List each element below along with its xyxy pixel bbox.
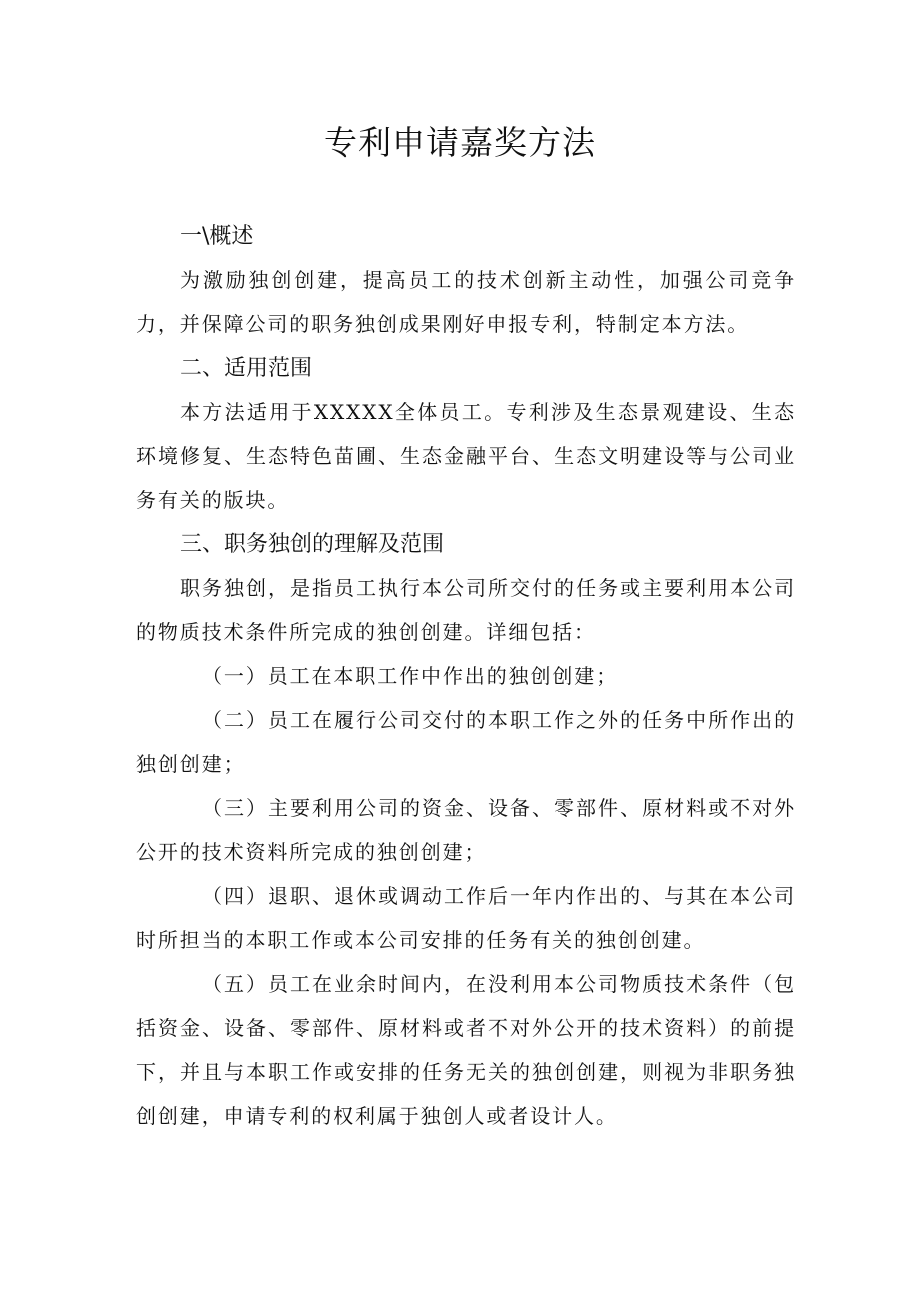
list-item-4: （四）退职、退休或调动工作后一年内作出的、与其在本公司时所担当的本职工作或本公司安排的任务有关的独创创建。 — [136, 884, 796, 952]
paragraph-definition: 职务独创，是指员工执行本公司所交付的任务或主要利用本公司的物质技术条件所完成的独创创建。详细包括： — [136, 576, 796, 644]
section-heading-overview: 一\概述 — [180, 224, 254, 249]
paragraph-scope: 本方法适用于XXXXX全体员工。专利涉及生态景观建设、生态环境修复、生态特色苗圃、生态金融平台、生态文明建设等与公司业务有关的版块。 — [136, 400, 796, 512]
document-title: 专利申请嘉奖方法 — [324, 123, 596, 162]
list-item-3: （三）主要利用公司的资金、设备、零部件、原材料或不对外公开的技术资料所完成的独创创建； — [136, 796, 796, 864]
list-item-5: （五）员工在业余时间内，在没利用本公司物质技术条件（包括资金、设备、零部件、原材料或者不对外公开的技术资料）的前提下，并且与本职工作或安排的任务无关的独创创建，则视为非职务独创创建，申请专利的权利属于独创人或者设计人。 — [136, 972, 796, 1128]
section-heading-service-invention: 三、职务独创的理解及范围 — [180, 532, 445, 557]
section-heading-scope: 二、适用范围 — [180, 356, 313, 381]
list-item-2: （二）员工在履行公司交付的本职工作之外的任务中所作出的独创创建； — [136, 708, 796, 776]
paragraph-overview: 为激励独创创建，提高员工的技术创新主动性，加强公司竞争力，并保障公司的职务独创成果刚好申报专利，特制定本方法。 — [136, 268, 796, 336]
list-item-1: （一）员工在本职工作中作出的独创创建； — [202, 664, 619, 688]
